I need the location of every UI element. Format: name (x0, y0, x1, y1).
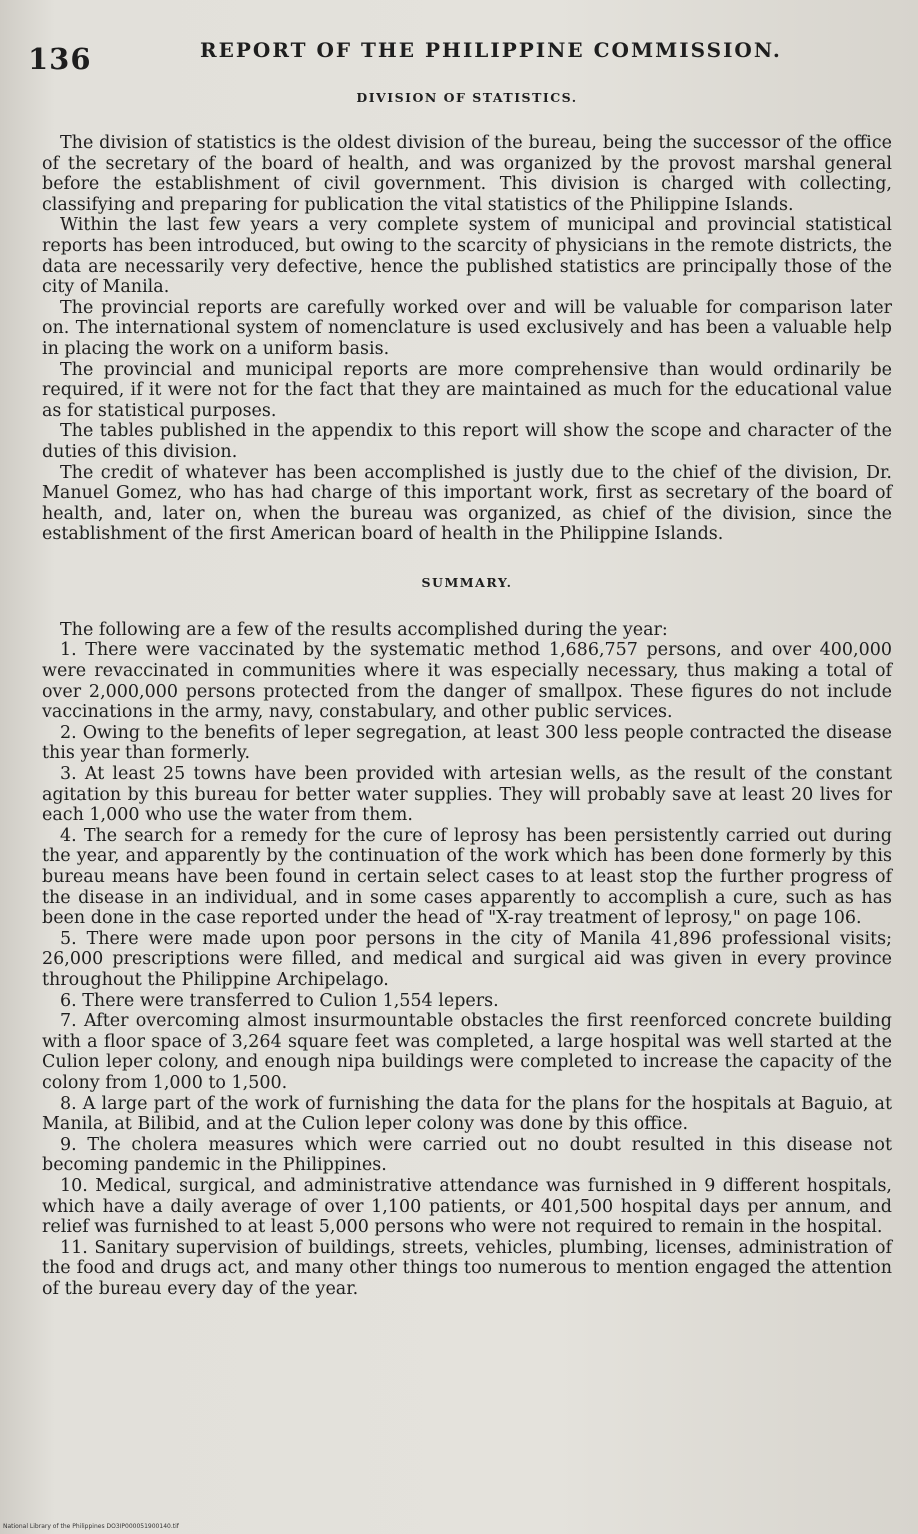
paragraph: Within the last few years a very complete system of municipal and provincial statistical reports has been introduced, but owing to the scarcity of physicians in the remote districts, the data are necessarily very defective, hence the published statistics are principally those of the city of Manila. (42, 215, 892, 298)
paragraph: The tables published in the appendix to this report will show the scope and character of the duties of this division. (42, 421, 892, 462)
summary-item-6: 6. There were transferred to Culion 1,554 lepers. (60, 990, 499, 1011)
summary-item-7: 7. After overcoming almost insurmountable obstacles the first reenforced concrete building with a floor space of 3,264 square feet was completed, a large hospital was well started at the Culion leper colony, and enough nipa buildings were completed to increase the capacity of the colony from 1,000 to 1,500. (42, 1011, 892, 1093)
page-header (28, 38, 898, 78)
summary-item-10: 10. Medical, surgical, and administrative attendance was furnished in 9 different hospitals, which have a daily average of over 1,100 patients, or 401,500 hospital days per annum, and relief was furnished to at least 5,000 persons who were not required to remain in the hospital. (42, 1175, 892, 1238)
page-number: 136 (28, 42, 92, 76)
section-summary (42, 620, 892, 1300)
summary-item-8: 8. A large part of the work of furnishing the data for the plans for the hospitals at Baguio, at Manila, at Bilibid, and at the Culion leper colony was done by this office. (42, 1093, 892, 1135)
summary-item-4: 4. The search for a remedy for the cure of leprosy has been persistently carried out during the year, and apparently by the continuation of the work which has been done formerly by this bureau means have been found in certain select cases to at least stop the further progress of the disease in an individual, and in some cases apparently to accomplish a cure, such as has been done in the case reported under the head of "X-ray treatment of leprosy," on page 106. (42, 825, 892, 929)
paragraph: The following are a few of the results accomplished during the year: (60, 619, 668, 640)
paragraph: The provincial and municipal reports are more comprehensive than would ordinarily be required, if it were not for the fact that they are maintained as much for the educational value as for statistical purposes. (42, 359, 892, 421)
paragraph: The credit of whatever has been accomplished is justly due to the chief of the division, Dr. Manuel Gomez, who has had charge of this important work, first as secretary of the board of health, and, later on, when the bureau was organized, as chief of the division, since the establishment of the first American board of health in the Philippine Islands. (42, 462, 892, 545)
summary-item-2: 2. Owing to the benefits of leper segregation, at least 300 less people contracted the disease this year than formerly. (42, 722, 892, 764)
summary-item-11: 11. Sanitary supervision of buildings, streets, vehicles, plumbing, licenses, administration of the food and drugs act, and many other things too numerous to mention engaged the attention of the bureau every day of the year. (42, 1237, 892, 1299)
summary-item-9: 9. The cholera measures which were carried out no doubt resulted in this disease not becoming pandemic in the Philippines. (42, 1134, 892, 1176)
paragraph: The provincial reports are carefully worked over and will be valuable for comparison later on. The international system of nomenclature is used exclusively and has been a valuable help in placing the work on a uniform basis. (42, 297, 892, 359)
section-heading-division-of-statistics: DIVISION OF STATISTICS. (356, 90, 578, 105)
summary-item-5: 5. There were made upon poor persons in the city of Manila 41,896 professional visits; 26,000 prescriptions were filled, and medical and surgical aid was given in every province throughout the Philippine Archipelago. (42, 928, 892, 990)
scan-footer: National Library of the Philippines DO3IP000051900140.tif (3, 1523, 179, 1530)
page-body (42, 88, 892, 1299)
section-division-of-statistics (42, 133, 892, 545)
summary-item-3: 3. At least 25 towns have been provided with artesian wells, as the result of the constant agitation by this bureau for better water supplies. They will probably save at least 20 lives for each 1,000 who use the water from them. (42, 764, 892, 826)
summary-item-1: 1. There were vaccinated by the systematic method 1,686,757 persons, and over 400,000 were revaccinated in communities where it was especially necessary, thus making a total of over 2,000,000 persons protected from the danger of smallpox. These figures do not include vaccinations in the army, navy, constabulary, and other public services. (42, 640, 892, 723)
running-title: REPORT OF THE PHILIPPINE COMMISSION. (200, 38, 782, 62)
paragraph: The division of statistics is the oldest division of the bureau, being the successor of the office of the secretary of the board of health, and was organized by the provost marshal general before the establishment of civil government. This division is charged with collecting, classifying and preparing for publication the vital statistics of the Philippine Islands. (42, 133, 892, 215)
section-heading-summary: SUMMARY. (421, 574, 513, 590)
